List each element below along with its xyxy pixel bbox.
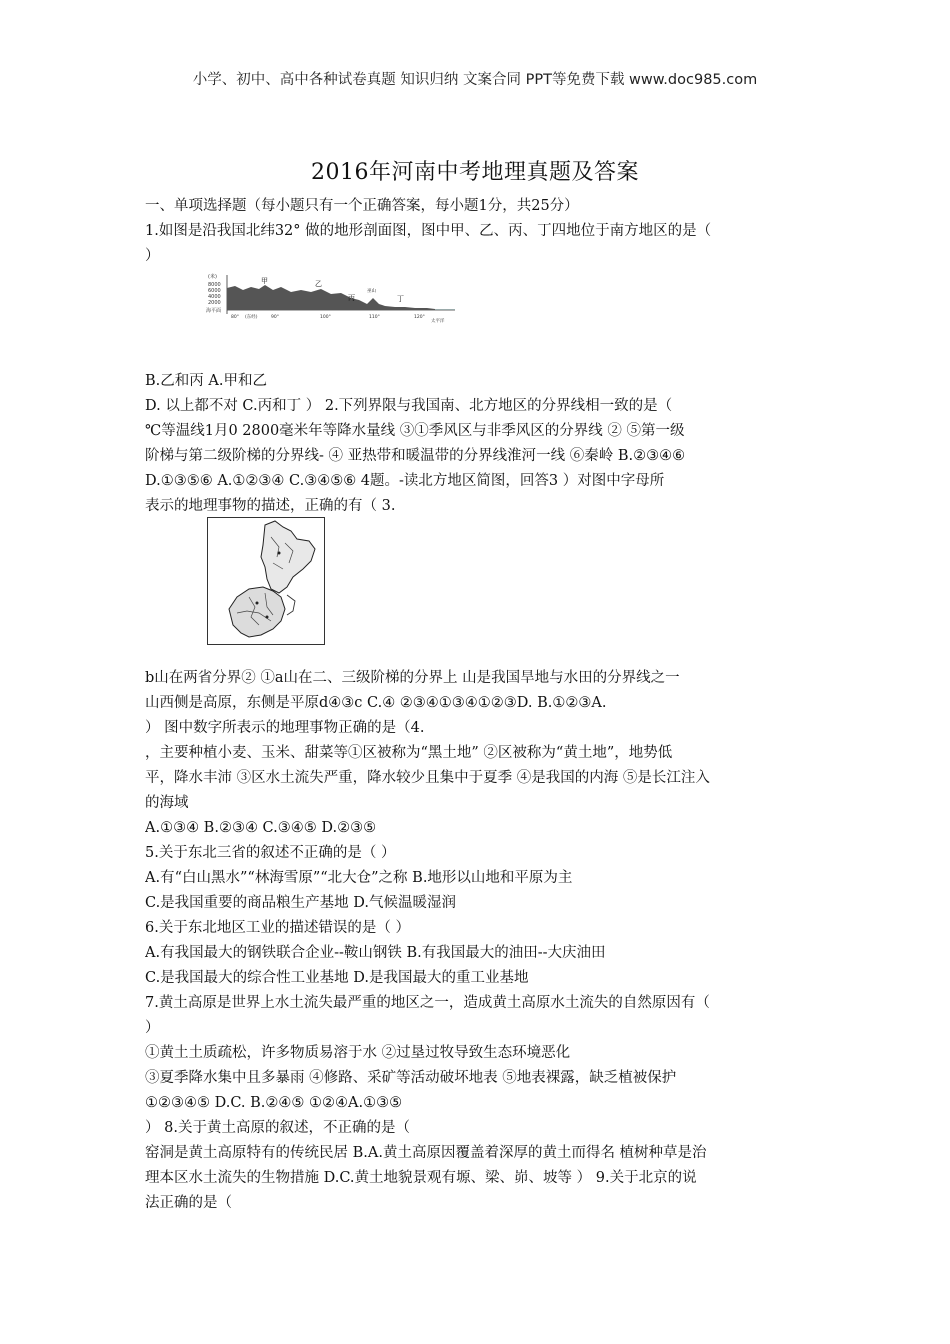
text-line: ） [145,248,160,264]
y-tick-label: 8000 [208,282,221,288]
text-line: D. 以上都不对 C.丙和丁 ） 2.下列界限与我国南、北方地区的分界线相一致的是（ [145,398,673,414]
x-tick-label: 90° [271,315,279,320]
text-line: ，主要种植小麦、玉米、甜菜等①区被称为“黑土地” ②区被称为“黄土地”，地势低 [145,745,673,761]
x-tick-label: 120° [414,315,425,320]
place-label: 乙 [315,280,322,288]
text-line: 一、单项选择题（每小题只有一个正确答案，每小题1分，共25分） [145,198,579,214]
y-tick-label: (米) [208,274,217,280]
x-tick-label: 80° [231,315,239,320]
text-line: ） 8.关于黄土高原的叙述，不正确的是（ [145,1120,410,1136]
text-line: 法正确的是（ [145,1195,232,1211]
text-line: ） 图中数字所表示的地理事物正确的是（4. [145,720,425,736]
text-line: A.①③④ B.②③④ C.③④⑤ D.②③⑤ [145,820,377,836]
text-line: ①②③④⑤ D.C. B.②④⑤ ①②④A.①③⑤ [145,1095,403,1111]
page-header-text: 小学、初中、高中各种试卷真题 知识归纳 文案合同 PPT等免费下载 www.doc985.com [192,72,758,88]
text-line: 的海域 [145,795,189,811]
x-tick-label: 110° [369,315,380,320]
y-tick-label: 海平面 [206,308,222,314]
question-block-2 [145,369,810,519]
place-label: 丙 [348,294,355,302]
question-block-3 [145,666,810,1216]
question-block-1 [145,194,810,269]
north-region-map-figure [207,517,325,645]
place-label: 巫山 [367,289,376,294]
text-line: 表示的地理事物的描述，正确的有（ 3. [145,498,396,514]
terrain-profile-figure [205,270,460,328]
text-line: C.是我国重要的商品粮生产基地 D.气候温暖湿润 [145,895,457,911]
y-tick-label: 4000 [208,294,221,300]
text-line: 阶梯与第二级阶梯的分界线- ④ 亚热带和暖温带的分界线淮河一线 ⑥秦岭 B.②③④⑥ [145,448,686,464]
place-label: 甲 [261,277,268,285]
place-label: 丁 [397,295,404,303]
text-line: 1.如图是沿我国北纬32° 做的地形剖面图，图中甲、乙、丙、丁四地位于南方地区的是（ [145,223,712,239]
text-line: 窑洞是黄土高原特有的传统民居 B.A.黄土高原因覆盖着深厚的黄土而得名 植树种草是治 [145,1145,707,1161]
text-line: C.是我国最大的综合性工业基地 D.是我国最大的重工业基地 [145,970,529,986]
text-line: B.乙和丙 A.甲和乙 [145,373,267,389]
text-line: b山在两省分界② ①a山在二、三级阶梯的分界上 山是我国旱地与水田的分界线之一 [145,670,680,686]
text-line: 理本区水土流失的生物措施 D.C.黄土地貌景观有塬、梁、峁、坡等 ） 9.关于北京的说 [145,1170,697,1186]
text-line: ） [145,1020,160,1036]
text-line: 山西侧是高原，东侧是平原d④③c C.④ ②③④①③④①②③D. B.①②③A. [145,695,607,711]
text-line: D.①③⑤⑥ A.①②③④ C.③④⑤⑥ 4题。-读北方地区简图，回答3 ）对图中字母所 [145,473,665,489]
x-tick-label: (东经) [245,315,258,320]
x-tick-label: 100° [320,315,331,320]
text-line: ①黄土土质疏松，许多物质易溶于水 ②过垦过牧导致生态环境恶化 [145,1045,571,1061]
text-line: ℃等温线1月0 2800毫米年等降水量线 ③①季风区与非季风区的分界线 ② ⑤第一级 [145,423,685,439]
page-title: 2016年河南中考地理真题及答案 [311,160,639,185]
text-line: ③夏季降水集中且多暴雨 ④修路、采矿等活动破坏地表 ⑤地表裸露，缺乏植被保护 [145,1070,677,1086]
text-line: 6.关于东北地区工业的描述错误的是（ ） [145,920,410,936]
text-line: 7.黄土高原是世界上水土流失最严重的地区之一，造成黄土高原水土流失的自然原因有（ [145,995,710,1011]
corner-label: 太平洋 [431,319,445,324]
text-line: A.有我国最大的钢铁联合企业--鞍山钢铁 B.有我国最大的油田--大庆油田 [145,945,606,961]
text-line: 平，降水丰沛 ③区水土流失严重，降水较少且集中于夏季 ④是我国的内海 ⑤是长江注入 [145,770,710,786]
y-tick-label: 2000 [208,300,221,306]
text-line: 5.关于东北三省的叙述不正确的是（ ） [145,845,396,861]
y-tick-label: 6000 [208,288,221,294]
text-line: A.有“白山黑水”“林海雪原”“北大仓”之称 B.地形以山地和平原为主 [145,870,573,886]
